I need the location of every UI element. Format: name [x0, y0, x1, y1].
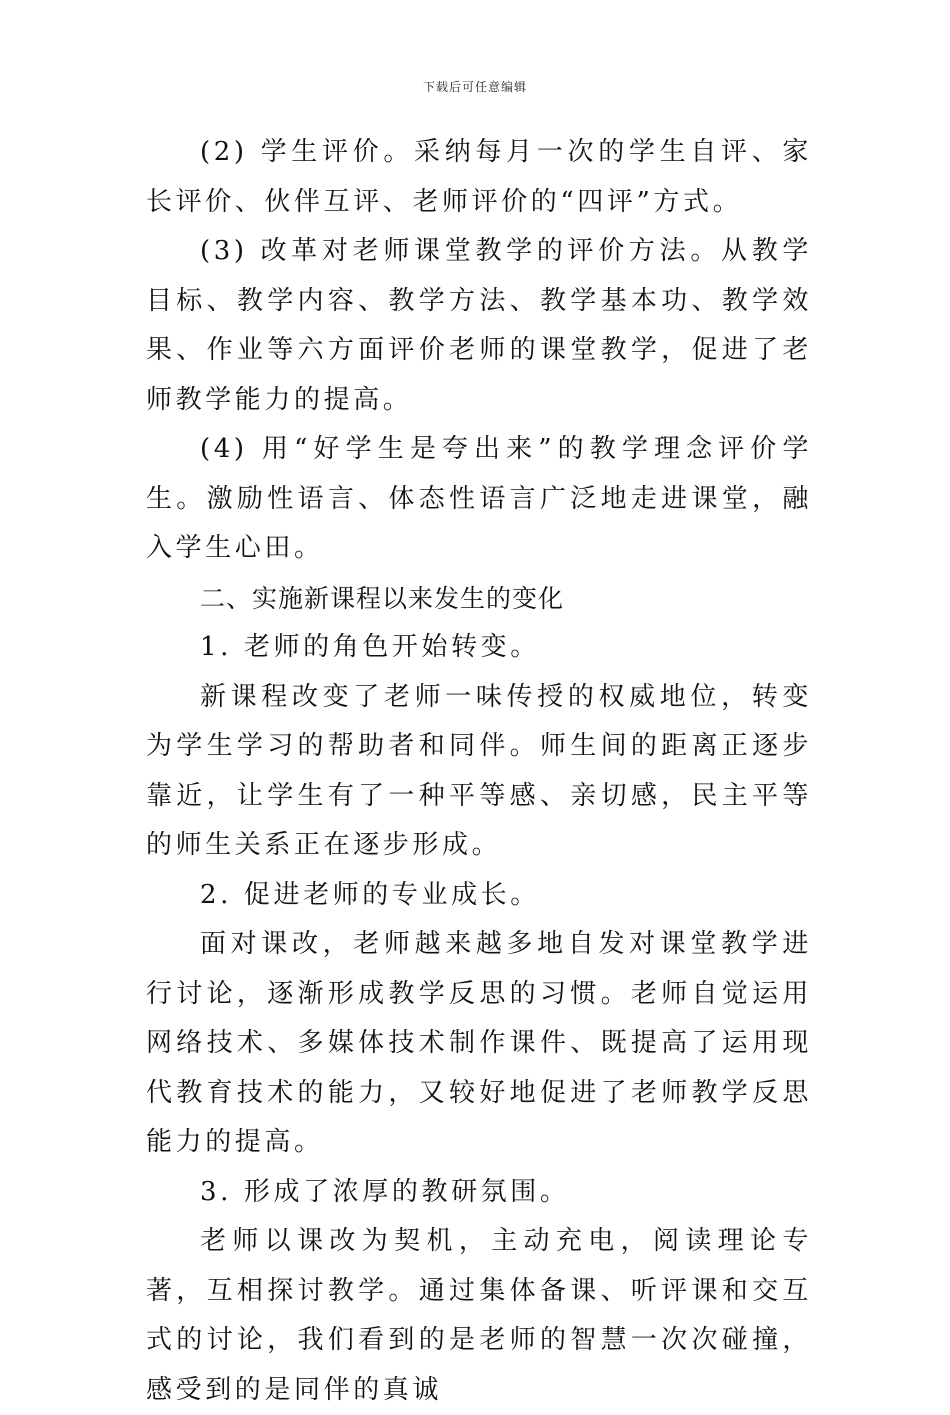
paragraph-praise-evaluation: (4) 用“好学生是夸出来”的教学理念评价学生。激励性语言、体态性语言广泛地走进课堂，融入学生心田。 — [146, 434, 812, 563]
item-title-role-change: 1. 老师的角色开始转变。 — [200, 632, 540, 662]
item-body-role-change: 新课程改变了老师一味传授的权威地位，转变为学生学习的帮助者和同伴。师生间的距离正逐步靠近，让学生有了一种平等感、亲切感，民主平等的师生关系正在逐步形成。 — [146, 681, 812, 860]
document-body — [146, 128, 812, 1415]
item-title-professional-growth: 2. 促进老师的专业成长。 — [200, 879, 540, 910]
header-note: 下载后可任意编辑 — [422, 80, 527, 94]
paragraph-student-evaluation: (2) 学生评价。采纳每月一次的学生自评、家长评价、伙伴互评、老师评价的“四评”方式。 — [146, 137, 812, 217]
item-body-professional-growth: 面对课改，老师越来越多地自发对课堂教学进行讨论，逐渐形成教学反思的习惯。老师自觉运用网络技术、多媒体技术制作课件、既提高了运用现代教育技术的能力，又较好地促进了老师教学反思能力的提高。 — [146, 929, 812, 1157]
item-body-research-atmosphere: 老师以课改为契机，主动充电，阅读理论专著，互相探讨教学。通过集体备课、听评课和交互式的讨论，我们看到的是老师的智慧一次次碰撞，感受到的是同伴的真诚 — [146, 1226, 812, 1405]
section-heading: 二、实施新课程以来发生的变化 — [200, 583, 565, 613]
paragraph-teacher-evaluation-reform: (3) 改革对老师课堂教学的评价方法。从教学目标、教学内容、教学方法、教学基本功、教学效果、作业等六方面评价老师的课堂教学，促进了老师教学能力的提高。 — [146, 236, 812, 415]
item-title-research-atmosphere: 3. 形成了浓厚的教研氛围。 — [200, 1176, 570, 1207]
